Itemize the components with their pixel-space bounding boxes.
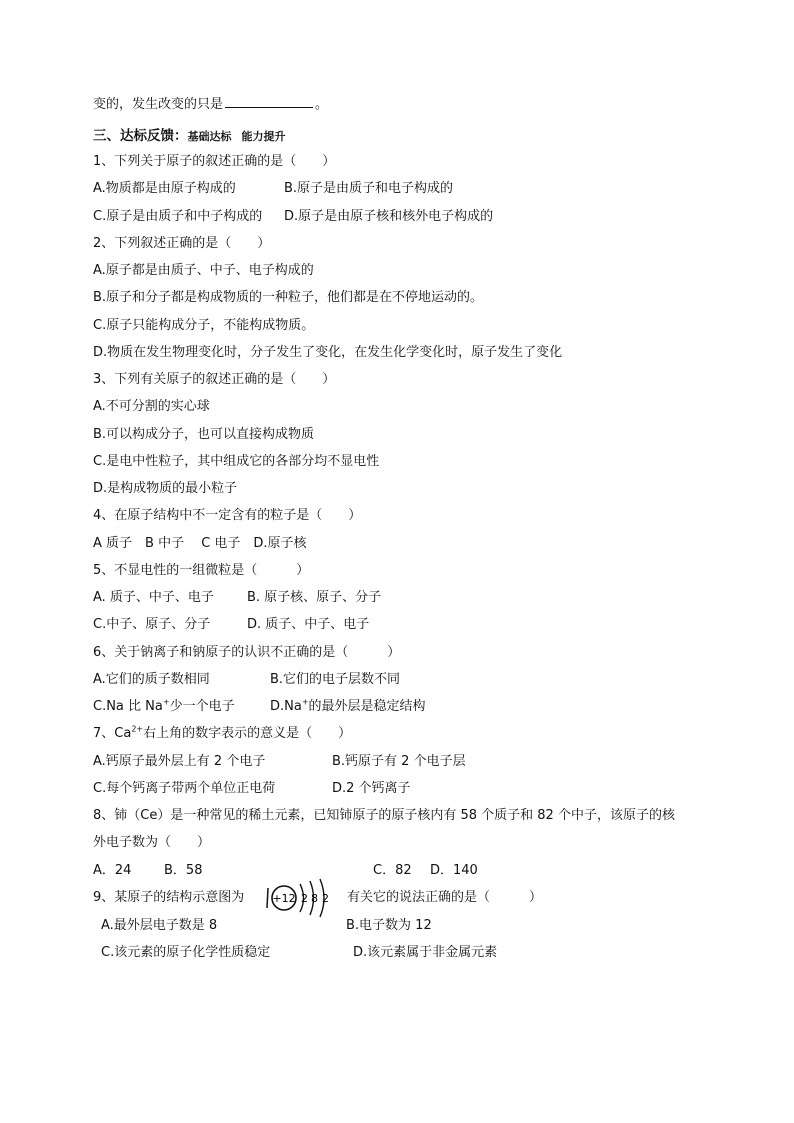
q9-stem-end: 有关它的说法正确的是（ ） <box>347 890 543 905</box>
q3-stem: 3、下列有关原子的叙述正确的是（ ） <box>93 372 336 387</box>
q5-option-d[interactable]: D. 质子、中子、电子 <box>247 617 370 632</box>
q5-option-b[interactable]: B. 原子核、原子、分子 <box>247 590 382 605</box>
q8-option-c[interactable]: C．82 <box>373 863 412 878</box>
q6-stem: 6、关于钠离子和钠原子的认识不正确的是（ ） <box>93 645 401 660</box>
q5-option-c[interactable]: C.中子、原子、分子 <box>93 617 211 632</box>
q2-option-a[interactable]: A.原子都是由质子、中子、电子构成的 <box>93 263 314 278</box>
section-header <box>93 127 286 146</box>
q6-c-charge: + <box>162 697 170 707</box>
q7-option-b[interactable]: B.钙原子有 2 个电子层 <box>332 754 466 769</box>
q6-option-c[interactable] <box>93 698 235 716</box>
q6-d-charge: + <box>301 697 309 707</box>
q7-charge: 2+ <box>131 724 144 734</box>
intro-end: 。 <box>315 97 329 112</box>
q7-stem-text: 7、Ca <box>93 726 132 741</box>
q1-option-d[interactable]: D.原子是由原子核和核外电子构成的 <box>284 209 494 224</box>
q5-option-a[interactable]: A. 质子、中子、电子 <box>93 590 214 605</box>
nucleus-charge: +12 <box>272 892 296 905</box>
q9-stem: 9、某原子的结构示意图为 <box>93 890 245 905</box>
q6-c-text: C.Na 比 Na <box>93 699 163 714</box>
q6-d-text: D.Na <box>270 699 302 714</box>
q6-c-text-end: 少一个电子 <box>169 699 235 714</box>
q9-option-d[interactable]: D.该元素属于非金属元素 <box>353 945 498 960</box>
shell-electrons-1: 2 <box>301 892 308 905</box>
q8-option-a[interactable]: A．24 <box>93 863 132 878</box>
q8-option-b[interactable]: B．58 <box>164 863 203 878</box>
q7-option-a[interactable]: A.钙原子最外层上有 2 个电子 <box>93 754 266 769</box>
q7-stem <box>93 725 351 743</box>
atom-structure-diagram <box>264 876 338 918</box>
q3-option-b[interactable]: B.可以构成分子，也可以直接构成物质 <box>93 427 315 442</box>
q2-stem: 2、下列叙述正确的是（ ） <box>93 236 271 251</box>
q8-option-d[interactable]: D．140 <box>430 863 478 878</box>
q2-option-d[interactable]: D.物质在发生物理变化时，分子发生了变化，在发生化学变化时，原子发生了变化 <box>93 345 563 360</box>
q8-stem-cont: 外电子数为（ ） <box>93 835 211 850</box>
q7-stem-text-end: 右上角的数字表示的意义是（ ） <box>143 726 352 741</box>
shell-electrons-3: 2 <box>322 892 329 905</box>
q5-stem: 5、不显电性的一组微粒是（ ） <box>93 563 310 578</box>
answer-blank[interactable] <box>225 94 313 108</box>
intro-text: 变的，发生改变的只是 <box>93 97 224 112</box>
q3-option-c[interactable]: C.是电中性粒子，其中组成它的各部分均不显电性 <box>93 454 380 469</box>
q1-option-a[interactable]: A.物质都是由原子构成的 <box>93 181 236 196</box>
section-sub-advanced: 能力提升 <box>241 130 286 143</box>
q2-option-c[interactable]: C.原子只能构成分子，不能构成物质。 <box>93 318 315 333</box>
q1-option-c[interactable]: C.原子是由质子和中子构成的 <box>93 209 263 224</box>
q8-stem: 8、铈（Ce）是一种常见的稀土元素，已知铈原子的原子核内有 58 个质子和 82 个中子，该原子的核 <box>93 808 675 823</box>
q2-option-b[interactable]: B.原子和分子都是构成物质的一种粒子，他们都是在不停地运动的。 <box>93 290 484 305</box>
section-title: 三、达标反馈： <box>93 128 188 144</box>
q1-option-b[interactable]: B.原子是由质子和电子构成的 <box>284 181 454 196</box>
section-sub-basic: 基础达标 <box>187 130 232 143</box>
q3-option-d[interactable]: D.是构成物质的最小粒子 <box>93 481 238 496</box>
q7-option-d[interactable]: D.2 个钙离子 <box>332 781 411 796</box>
shell-electrons-2: 8 <box>311 892 318 905</box>
q7-option-c[interactable]: C.每个钙离子带两个单位正电荷 <box>93 781 276 796</box>
q9-option-c[interactable]: C.该元素的原子化学性质稳定 <box>101 945 271 960</box>
q9-option-b[interactable]: B.电子数为 12 <box>346 918 432 933</box>
q6-option-a[interactable]: A.它们的质子数相同 <box>93 672 210 687</box>
q3-option-a[interactable]: A.不可分割的实心球 <box>93 399 210 414</box>
q1-stem: 1、下列关于原子的叙述正确的是（ ） <box>93 154 336 169</box>
q6-d-text-end: 的最外层是稳定结构 <box>308 699 426 714</box>
q6-option-d[interactable] <box>270 698 426 716</box>
intro-line <box>93 94 328 114</box>
q4-options[interactable]: A 质子 B 中子 C 电子 D.原子核 <box>93 536 307 551</box>
q6-option-b[interactable]: B.它们的电子层数不同 <box>270 672 401 687</box>
q4-stem: 4、在原子结构中不一定含有的粒子是（ ） <box>93 508 362 523</box>
q9-option-a[interactable]: A.最外层电子数是 8 <box>101 918 218 933</box>
